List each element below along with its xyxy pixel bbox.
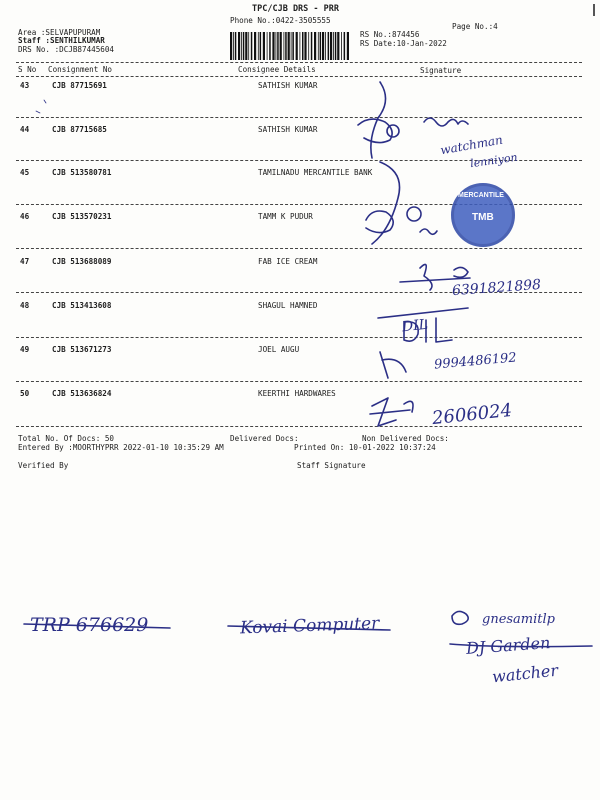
row-sno: 43 xyxy=(20,81,30,90)
drs-number: DRS No. :DCJB87445604 xyxy=(18,45,115,54)
row-consignee: SHAGUL HAMNED xyxy=(258,301,318,310)
barcode-bar xyxy=(276,32,277,60)
barcode-bar xyxy=(230,32,232,60)
row-consignment: CJB 513636824 xyxy=(52,389,112,398)
table-row xyxy=(0,257,600,267)
barcode-bar xyxy=(344,32,346,60)
row-rule xyxy=(16,337,582,338)
row-sno: 50 xyxy=(20,389,30,398)
header-rule-top xyxy=(16,62,582,63)
verified-by: Verified By xyxy=(18,461,69,470)
delivered-docs: Delivered Docs: xyxy=(230,434,299,443)
barcode-bar xyxy=(277,32,279,60)
row-consignee: JOEL AUGU xyxy=(258,345,300,354)
barcode-bar xyxy=(302,32,304,60)
barcode-bar xyxy=(325,32,326,60)
row-rule xyxy=(16,381,582,382)
row-consignment: CJB 87715691 xyxy=(52,81,107,90)
barcode-bar xyxy=(269,32,271,60)
barcode-bar xyxy=(292,32,294,60)
handwritten-kovai: Kovai Computer xyxy=(239,613,380,639)
barcode-bar xyxy=(341,32,342,60)
row-consignment: CJB 513688089 xyxy=(52,257,112,266)
row-rule xyxy=(16,248,582,249)
barcode-bar xyxy=(254,32,256,60)
col-consignee: Consignee Details xyxy=(238,65,316,74)
row-sno: 47 xyxy=(20,257,30,266)
barcode-bar xyxy=(347,32,349,60)
handwritten-number-50: 2606024 xyxy=(431,399,514,430)
barcode-bar xyxy=(288,32,290,60)
row-sno: 45 xyxy=(20,168,30,177)
col-consignment: Consignment No xyxy=(48,65,113,74)
barcode-bar xyxy=(280,32,282,60)
table-row xyxy=(0,301,600,311)
header-rule-bottom xyxy=(16,76,582,77)
barcode-bar xyxy=(311,32,313,60)
handwritten-lenniyon: lenniyon xyxy=(469,150,519,171)
row-sno: 49 xyxy=(20,345,30,354)
row-consignee: KEERTHI HARDWARES xyxy=(258,389,336,398)
row-sno: 44 xyxy=(20,125,30,134)
row-rule xyxy=(16,117,582,118)
barcode-bar xyxy=(241,32,242,60)
handwritten-bottom-right: gnesamitlp xyxy=(482,612,555,627)
phone-number: Phone No.:0422-3505555 xyxy=(230,16,331,25)
barcode-bar xyxy=(245,32,247,60)
barcode-bar xyxy=(285,32,287,60)
row-consignee: SATHISH KUMAR xyxy=(258,81,318,90)
barcode-bar xyxy=(251,32,253,60)
handwritten-trp: TRP 676629 xyxy=(30,614,149,636)
total-docs: Total No. Of Docs: 50 xyxy=(18,434,115,443)
barcode-bar xyxy=(322,32,324,60)
col-signature: Signature xyxy=(420,66,462,75)
handwritten-dil: DIL xyxy=(401,316,429,336)
handwritten-watcher: watcher xyxy=(491,660,559,687)
barcode-bar xyxy=(318,32,319,60)
staff-field: Staff :SENTHILKUMAR xyxy=(18,36,105,45)
page-edge-mark xyxy=(593,4,595,16)
bank-stamp xyxy=(451,183,515,247)
staff-signature-label: Staff Signature xyxy=(297,461,366,470)
barcode-bar xyxy=(320,32,322,60)
row-consignment: CJB 513671273 xyxy=(52,345,112,354)
barcode-bar xyxy=(291,32,292,60)
row-sno: 46 xyxy=(20,212,30,221)
barcode-bar xyxy=(284,32,285,60)
table-row xyxy=(0,125,600,135)
row-consignee: TAMILNADU MERCANTILE BANK xyxy=(258,168,373,177)
barcode-bar xyxy=(330,32,332,60)
barcode-bar xyxy=(333,32,334,60)
barcode-bar xyxy=(233,32,234,60)
non-delivered-docs: Non Delivered Docs: xyxy=(362,434,449,443)
row-consignee: TAMM K PUDUR xyxy=(258,212,313,221)
document-title: TPC/CJB DRS - PRR xyxy=(252,4,339,14)
row-consignee: SATHISH KUMAR xyxy=(258,125,318,134)
stamp-text: MERCANTILE xyxy=(458,192,504,199)
barcode-bar xyxy=(314,32,316,60)
row-consignment: CJB 513413608 xyxy=(52,301,112,310)
barcode-bar xyxy=(238,32,240,60)
barcode-bar xyxy=(235,32,237,60)
handwritten-phone-47: 6391821898 xyxy=(451,276,542,300)
handwritten-garden: DJ Garden xyxy=(465,633,551,658)
handwritten-phone-49: 9994486192 xyxy=(433,350,518,373)
row-consignee: FAB ICE CREAM xyxy=(258,257,318,266)
barcode-bar xyxy=(335,32,337,60)
entered-by: Entered By :MOORTHYPRR 2022-01-10 10:35:29 AM xyxy=(18,443,224,452)
row-consignment: CJB 513570231 xyxy=(52,212,112,221)
barcode-bar xyxy=(248,32,249,60)
barcode-bar xyxy=(258,32,259,60)
barcode xyxy=(229,32,351,60)
barcode-bar xyxy=(272,32,274,60)
barcode-bar xyxy=(243,32,245,60)
rs-number: RS No.:874456 xyxy=(360,30,420,39)
handwritten-watchman: watchman xyxy=(439,132,504,158)
barcode-bar xyxy=(260,32,262,60)
barcode-bar xyxy=(267,32,268,60)
area-field: Area :SELVAPUPURAM xyxy=(18,28,101,37)
row-consignment: CJB 513580781 xyxy=(52,168,112,177)
col-sno: S No xyxy=(18,65,37,74)
printed-on: Printed On: 10-01-2022 10:37:24 xyxy=(294,443,436,452)
barcode-bar xyxy=(263,32,265,60)
barcode-bar xyxy=(300,32,301,60)
row-consignment: CJB 87715685 xyxy=(52,125,107,134)
barcode-bar xyxy=(337,32,339,60)
barcode-bar xyxy=(308,32,309,60)
row-sno: 48 xyxy=(20,301,30,310)
rs-date: RS Date:10-Jan-2022 xyxy=(360,39,447,48)
barcode-bar xyxy=(304,32,306,60)
table-row xyxy=(0,81,600,91)
page-number: Page No.:4 xyxy=(452,22,498,31)
table-row xyxy=(0,168,600,178)
row-rule xyxy=(16,426,582,427)
barcode-bar xyxy=(296,32,298,60)
stamp-logo-text: TMB xyxy=(472,212,494,223)
table-row xyxy=(0,389,600,399)
barcode-bar xyxy=(328,32,330,60)
